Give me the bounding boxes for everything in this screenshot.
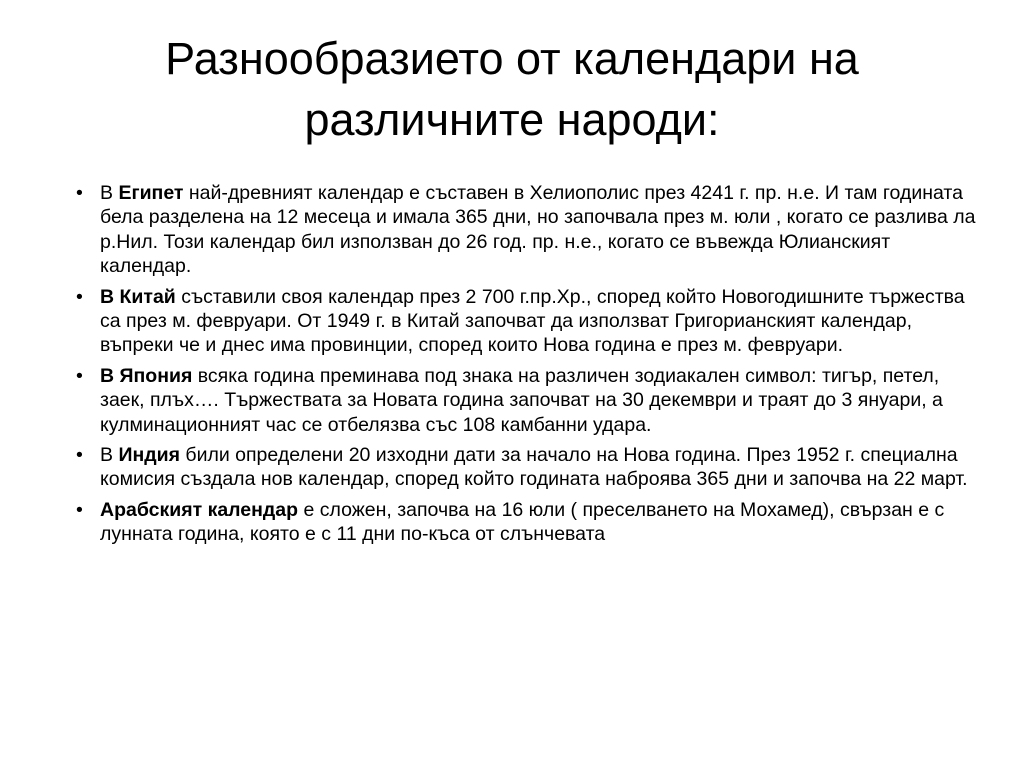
list-item-india [76, 443, 976, 492]
item-keyword: Арабският календар [100, 498, 299, 521]
list-item-japan [76, 364, 976, 437]
list-item-text [100, 365, 943, 436]
list-item-text [100, 499, 944, 545]
bullet-icon: • [76, 182, 83, 204]
bullet-icon: • [76, 285, 83, 308]
item-keyword: Индия [118, 444, 180, 467]
list-item-arabic-calendar [76, 498, 976, 547]
item-keyword: В Япония [100, 364, 193, 387]
item-prefix: В [100, 444, 119, 467]
list-item-china [76, 285, 976, 358]
list-item-egypt [76, 181, 976, 279]
bullet-icon: • [76, 364, 83, 387]
item-body: всяка година преминава под знака на различен зодиакален символ: тигър, петел, заек, плъх…. Тържествата за Новата година започват на 30 декември и траят до 3 януари, а кулминационният час се отбелязва със 108 камбанни удара. [100, 364, 943, 436]
item-keyword: Египет [118, 182, 184, 204]
bullet-list [76, 181, 976, 553]
item-body: е сложен, започва на 16 юли ( преселването на Мохамед), свързан е с лунната година, която е с 11 дни по-къса от слънчевата [100, 498, 945, 546]
item-body: съставили своя календар през 2 700 г.пр.Хр., според който Новогодишните тържества са през м. февруари. От 1949 г. в Китай започват да използват Григорианският календар, въпреки че и днес има провинции, според които Нова година е през м. февруари. [100, 285, 965, 357]
item-prefix: В [100, 182, 119, 204]
list-item-text [100, 444, 968, 490]
item-keyword: В Китай [100, 285, 176, 308]
bullet-icon: • [76, 498, 83, 521]
list-item-text [100, 286, 965, 357]
list-item-text [100, 182, 975, 277]
item-body: били определени 20 изходни дати за начало на Нова година. През 1952 г. специална комисия създала нов календар, според който годината наброява 365 дни и започва на 22 март. [100, 444, 968, 491]
bullet-icon: • [76, 444, 83, 467]
slide-title: Разнообразието от календари на различните народи: [165, 33, 859, 145]
item-body: най-древният календар е съставен в Хелиополис през 4241 г. пр. н.е. И там годината бела разделена на 12 месеца и имала 365 дни, но започвала през м. юли , когато се разлива ла р.Нил. Този календар бил използван до 26 год. пр. н.е., когато се въвежда Юлианският календар. [100, 182, 976, 278]
